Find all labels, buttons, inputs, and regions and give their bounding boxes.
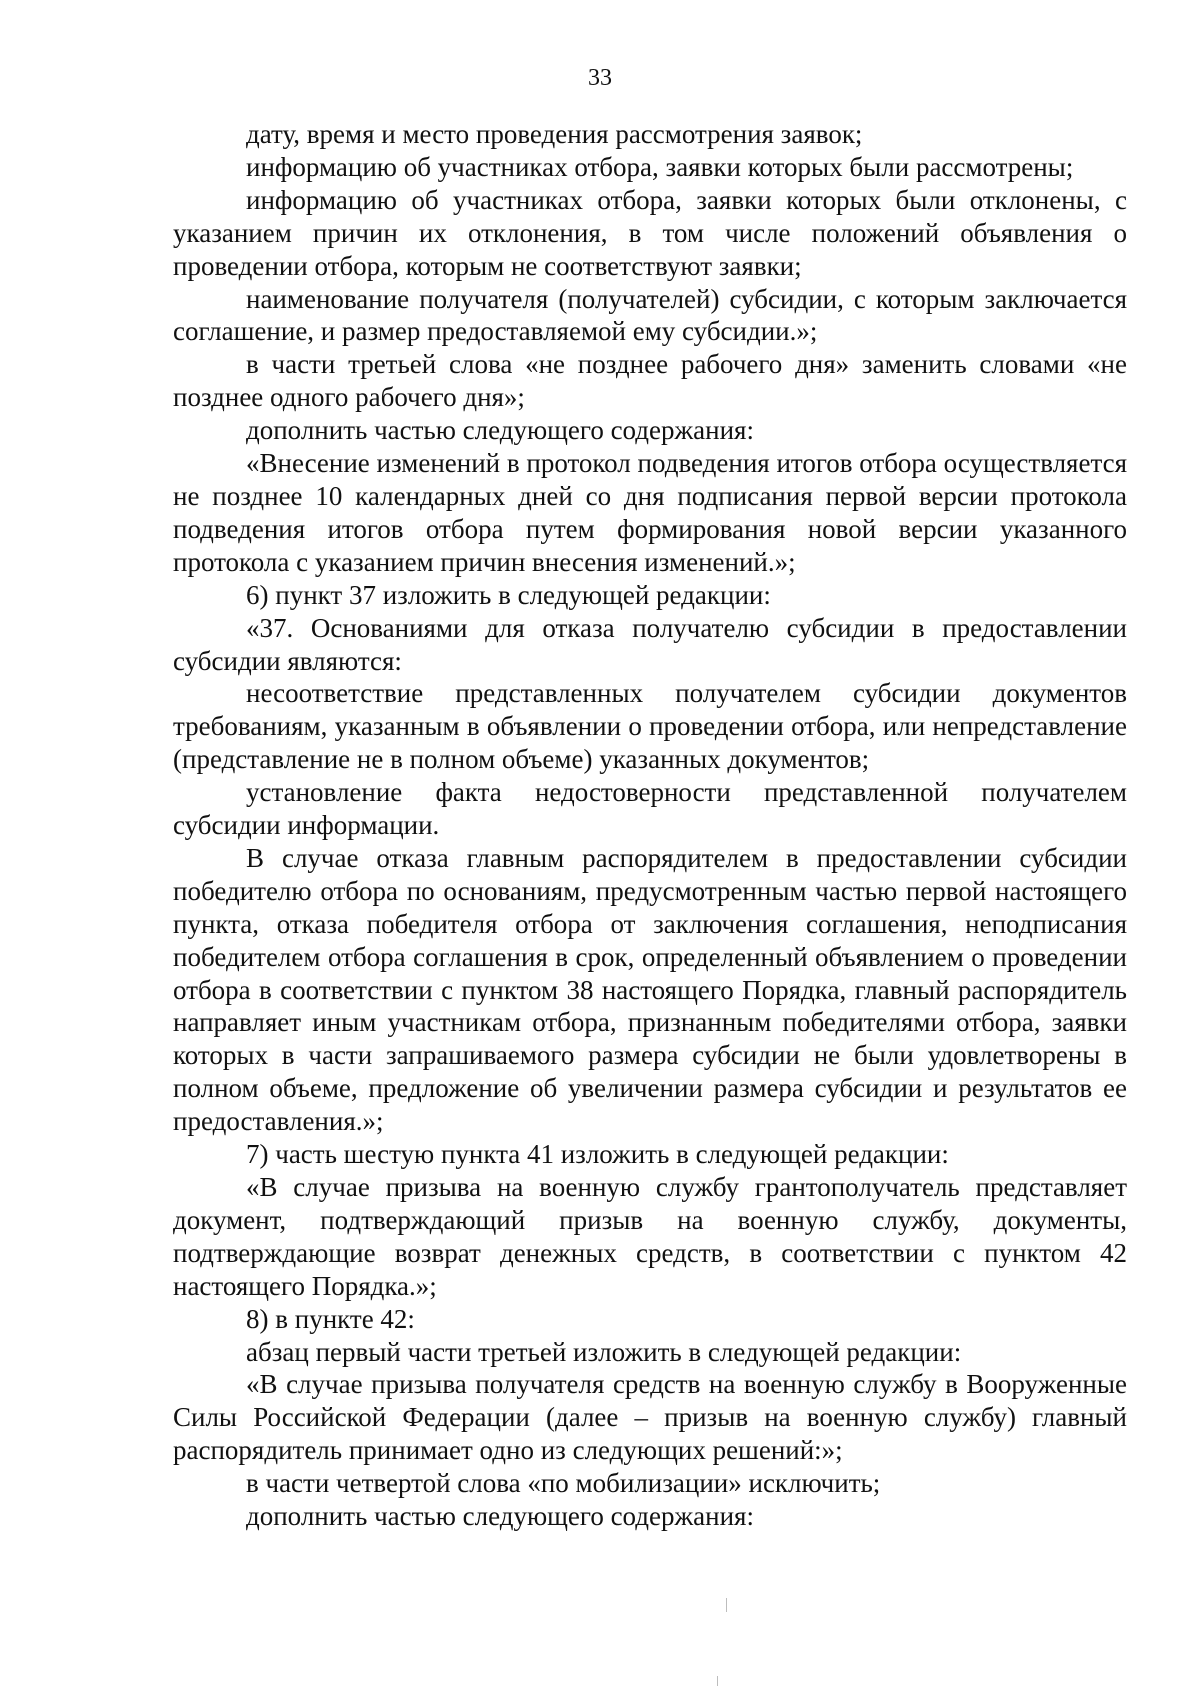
paragraph: наименование получателя (получателей) субсидии, с которым заключается соглашение, и размер предоставляемой ему субсидии.»; [173, 283, 1127, 347]
scan-artifact [717, 1676, 718, 1686]
paragraph: «В случае призыва на военную службу грантополучатель представляет документ, подтверждающий призыв на военную службу, документы, подтверждающие возврат денежных средств, в соответствии с пунктом 42 настоящего Порядка.»; [173, 1172, 1127, 1301]
paragraph: в части четвертой слова «по мобилизации» исключить; [246, 1468, 881, 1499]
paragraph: «В случае призыва получателя средств на военную службу в Вооруженные Силы Российской Федерации (далее – призыв на военную службу) главный распорядитель принимает одно из следующих решений:»; [173, 1369, 1127, 1466]
paragraph: В случае отказа главным распорядителем в предоставлении субсидии победителю отбора по основаниям, предусмотренным частью первой настоящего пункта, отказа победителя отбора от заключения соглашения, неподписания победителем отбора соглашения в срок, определенный объявлением о проведении отбора в соответствии с пунктом 38 настоящего Порядка, главный распорядитель направляет иным участникам отбора, признанным победителями отбора, заявки которых в части запрашиваемого размера субсидии не были удовлетворены в полном объеме, предложение об увеличении размера субсидии и результатов ее предоставления.»; [173, 842, 1127, 1137]
paragraph: информацию об участниках отбора, заявки которых были рассмотрены; [246, 151, 1074, 182]
paragraph: несоответствие представленных получателем субсидии документов требованиям, указанным в объявлении о проведении отбора, или непредставление (представление не в полном объеме) указанных документов; [173, 678, 1127, 775]
paragraph: «Внесение изменений в протокол подведения итогов отбора осуществляется не позднее 10 календарных дней со дня подписания первой версии протокола подведения итогов отбора путем формирования новой версии указанного протокола с указанием причин внесения изменений.»; [173, 448, 1127, 577]
document-body [173, 118, 1127, 1533]
paragraph: дополнить частью следующего содержания: [246, 415, 754, 446]
paragraph: дополнить частью следующего содержания: [246, 1501, 754, 1532]
paragraph: 7) часть шестую пункта 41 изложить в следующей редакции: [246, 1139, 949, 1170]
scan-artifact [726, 1598, 727, 1612]
paragraph: установление факта недостоверности представленной получателем субсидии информации. [173, 777, 1127, 841]
paragraph: абзац первый части третьей изложить в следующей редакции: [246, 1336, 962, 1367]
paragraph: «37. Основаниями для отказа получателю субсидии в предоставлении субсидии являются: [173, 612, 1127, 676]
page-number: 33 [588, 65, 612, 91]
paragraph: 8) в пункте 42: [246, 1303, 415, 1334]
paragraph: в части третьей слова «не позднее рабочего дня» заменить словами «не позднее одного рабочего дня»; [173, 349, 1127, 413]
paragraph: дату, время и место проведения рассмотрения заявок; [246, 119, 863, 149]
paragraph: 6) пункт 37 изложить в следующей редакции: [246, 579, 771, 610]
paragraph: информацию об участниках отбора, заявки которых были отклонены, с указанием причин их отклонения, в том числе положений объявления о проведении отбора, которым не соответствуют заявки; [173, 184, 1127, 281]
